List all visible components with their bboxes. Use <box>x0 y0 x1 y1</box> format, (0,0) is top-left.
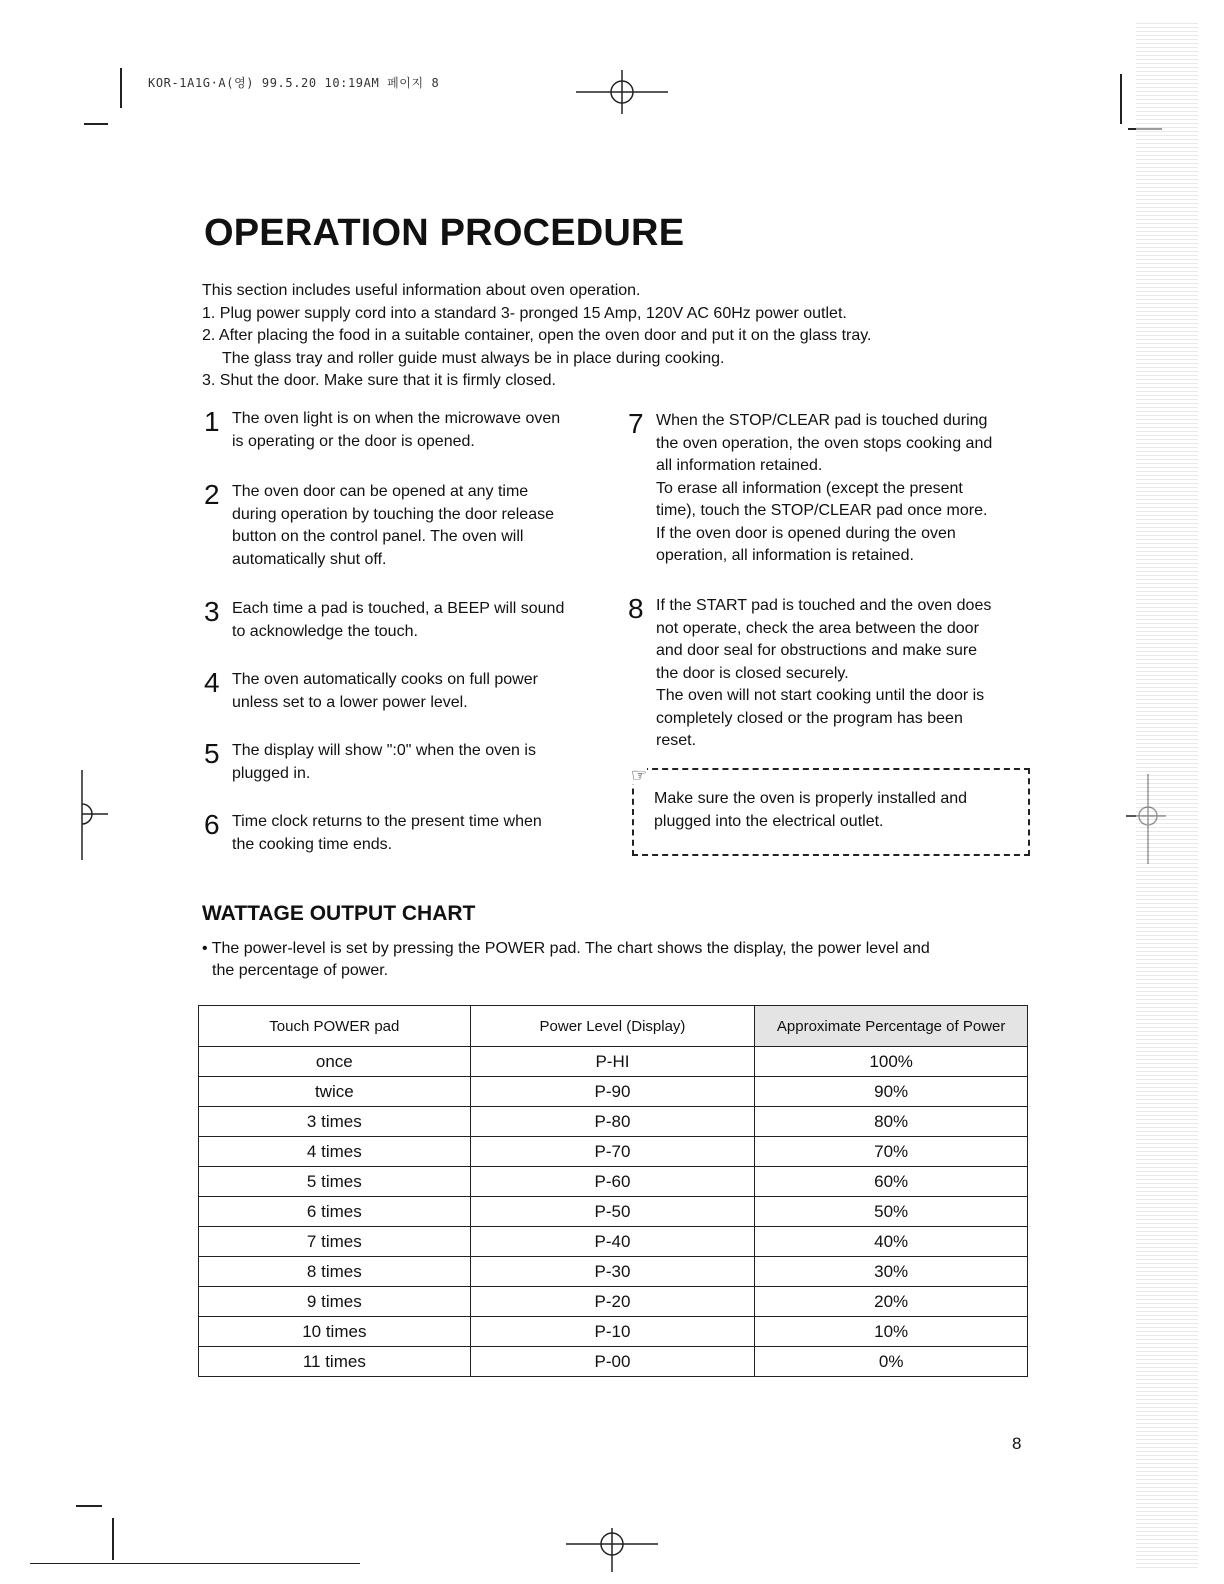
table-cell: 90% <box>755 1077 1028 1107</box>
table-cell: 5 times <box>199 1167 471 1197</box>
intro-item: The glass tray and roller guide must always be in place during cooking. <box>222 349 725 367</box>
table-row <box>199 1317 1028 1347</box>
note-icon: ☞ <box>631 765 648 785</box>
page-title: OPERATION PROCEDURE <box>204 212 685 254</box>
table-row <box>199 1347 1028 1377</box>
step-line: The oven door can be opened at any time <box>232 483 529 500</box>
step-6 <box>204 811 594 856</box>
step-3 <box>204 598 594 643</box>
intro-section <box>202 280 872 393</box>
table-cell: 4 times <box>199 1137 471 1167</box>
table-cell: 10 times <box>199 1317 471 1347</box>
step-4 <box>204 669 594 714</box>
registration-mark-icon <box>74 770 108 860</box>
column-header: Touch POWER pad <box>199 1006 471 1047</box>
step-line: is operating or the door is opened. <box>232 432 475 450</box>
notice-box <box>631 765 1030 856</box>
table-cell: P-90 <box>470 1077 755 1107</box>
table-cell: P-HI <box>470 1047 755 1077</box>
step-line: all information retained. <box>656 457 823 474</box>
step-line: and door seal for obstructions and make sure <box>656 642 978 659</box>
step-line: The oven automatically cooks on full power <box>232 671 538 688</box>
table-cell: P-20 <box>470 1287 755 1317</box>
step-line: operation, all information is retained. <box>656 547 914 564</box>
intro-lead: This section includes useful information about oven operation. <box>202 282 641 299</box>
table-cell: 50% <box>755 1197 1028 1227</box>
step-2 <box>204 481 594 571</box>
table-cell: 20% <box>755 1287 1028 1317</box>
table-row <box>199 1047 1028 1077</box>
table-row <box>199 1227 1028 1257</box>
step-line: not operate, check the area between the door <box>656 619 979 637</box>
table-cell: once <box>199 1047 471 1077</box>
table-row <box>199 1167 1028 1197</box>
description-line: • The power-level is set by pressing the POWER pad. The chart shows the display, the power level and <box>202 940 930 957</box>
step-number: 4 <box>204 667 220 698</box>
table-cell: twice <box>199 1077 471 1107</box>
column-header: Approximate Percentage of Power <box>755 1006 1028 1047</box>
table-cell: 9 times <box>199 1287 471 1317</box>
page-number: 8 <box>1012 1434 1022 1453</box>
registration-mark-icon <box>576 70 668 116</box>
table-header-row <box>199 1006 1028 1047</box>
table-cell: 8 times <box>199 1257 471 1287</box>
step-line: plugged in. <box>232 764 311 782</box>
step-number: 3 <box>204 596 220 627</box>
step-line: to acknowledge the touch. <box>232 622 418 640</box>
notice-line: Make sure the oven is properly installed and <box>654 790 968 807</box>
table-cell: P-50 <box>470 1197 755 1227</box>
step-line: reset. <box>656 732 697 749</box>
step-5 <box>204 740 594 785</box>
crop-mark <box>112 1518 114 1560</box>
table-cell: P-00 <box>470 1347 755 1377</box>
scan-noise-strip <box>1136 20 1198 1570</box>
step-line: The oven light is on when the microwave oven <box>232 410 561 427</box>
crop-mark <box>76 1505 102 1507</box>
step-line: the cooking time ends. <box>232 835 393 853</box>
table-row <box>199 1287 1028 1317</box>
table-cell: 70% <box>755 1137 1028 1167</box>
step-line: automatically shut off. <box>232 550 387 568</box>
table-cell: 3 times <box>199 1107 471 1137</box>
table-cell: 30% <box>755 1257 1028 1287</box>
step-line: unless set to a lower power level. <box>232 693 468 711</box>
step-number: 5 <box>204 738 220 769</box>
step-8 <box>628 595 1038 753</box>
table-cell: P-30 <box>470 1257 755 1287</box>
table-cell: 7 times <box>199 1227 471 1257</box>
table-cell: 60% <box>755 1167 1028 1197</box>
table-cell: P-10 <box>470 1317 755 1347</box>
step-7 <box>628 410 1038 568</box>
table-cell: 40% <box>755 1227 1028 1257</box>
table-row <box>199 1257 1028 1287</box>
table-row <box>199 1197 1028 1227</box>
step-number: 6 <box>204 809 220 840</box>
intro-item: 3. Shut the door. Make sure that it is firmly closed. <box>202 372 556 389</box>
table-cell: P-70 <box>470 1137 755 1167</box>
step-line: button on the control panel. The oven will <box>232 528 524 545</box>
step-number: 8 <box>628 593 644 624</box>
crop-mark <box>120 68 122 108</box>
step-line: during operation by touching the door release <box>232 505 554 523</box>
wattage-description <box>202 938 1032 982</box>
crop-mark <box>1120 74 1122 124</box>
table-cell: 6 times <box>199 1197 471 1227</box>
step-line: Each time a pad is touched, a BEEP will sound <box>232 600 565 617</box>
print-header: KOR-1A1G·A(영) 99.5.20 10:19AM 페이지 8 <box>148 76 440 90</box>
column-header: Power Level (Display) <box>470 1006 755 1047</box>
table-row <box>199 1137 1028 1167</box>
step-line: Time clock returns to the present time when <box>232 813 542 830</box>
step-line: When the STOP/CLEAR pad is touched during <box>656 412 988 429</box>
description-line: the percentage of power. <box>212 962 389 979</box>
crop-mark <box>84 123 108 125</box>
intro-item: 1. Plug power supply cord into a standard 3- pronged 15 Amp, 120V AC 60Hz power outlet. <box>202 304 847 322</box>
wattage-table <box>198 1005 1028 1377</box>
crop-mark <box>30 1563 360 1564</box>
step-line: the door is closed securely. <box>656 664 849 682</box>
table-cell: 11 times <box>199 1347 471 1377</box>
table-cell: 80% <box>755 1107 1028 1137</box>
table-cell: P-40 <box>470 1227 755 1257</box>
table-cell: 10% <box>755 1317 1028 1347</box>
step-1 <box>204 408 594 453</box>
step-number: 7 <box>628 408 644 439</box>
step-line: If the START pad is touched and the oven does <box>656 597 992 614</box>
table-cell: 0% <box>755 1347 1028 1377</box>
intro-item: 2. After placing the food in a suitable container, open the oven door and put it on the glass tray. <box>202 327 872 344</box>
table-cell: P-80 <box>470 1107 755 1137</box>
step-number: 2 <box>204 479 220 510</box>
step-line: the oven operation, the oven stops cooking and <box>656 434 993 452</box>
wattage-chart-title: WATTAGE OUTPUT CHART <box>202 902 476 925</box>
registration-mark-icon <box>566 1528 658 1572</box>
notice-line: plugged into the electrical outlet. <box>654 812 884 830</box>
step-line: To erase all information (except the present <box>656 479 963 497</box>
step-line: completely closed or the program has been <box>656 709 963 727</box>
step-line: time), touch the STOP/CLEAR pad once more. <box>656 502 988 519</box>
table-cell: 100% <box>755 1047 1028 1077</box>
step-line: The display will show ":0" when the oven is <box>232 742 536 759</box>
table-row <box>199 1107 1028 1137</box>
step-line: The oven will not start cooking until the door is <box>656 687 985 704</box>
step-line: If the oven door is opened during the oven <box>656 524 956 542</box>
step-number: 1 <box>204 406 220 437</box>
table-cell: P-60 <box>470 1167 755 1197</box>
table-row <box>199 1077 1028 1107</box>
